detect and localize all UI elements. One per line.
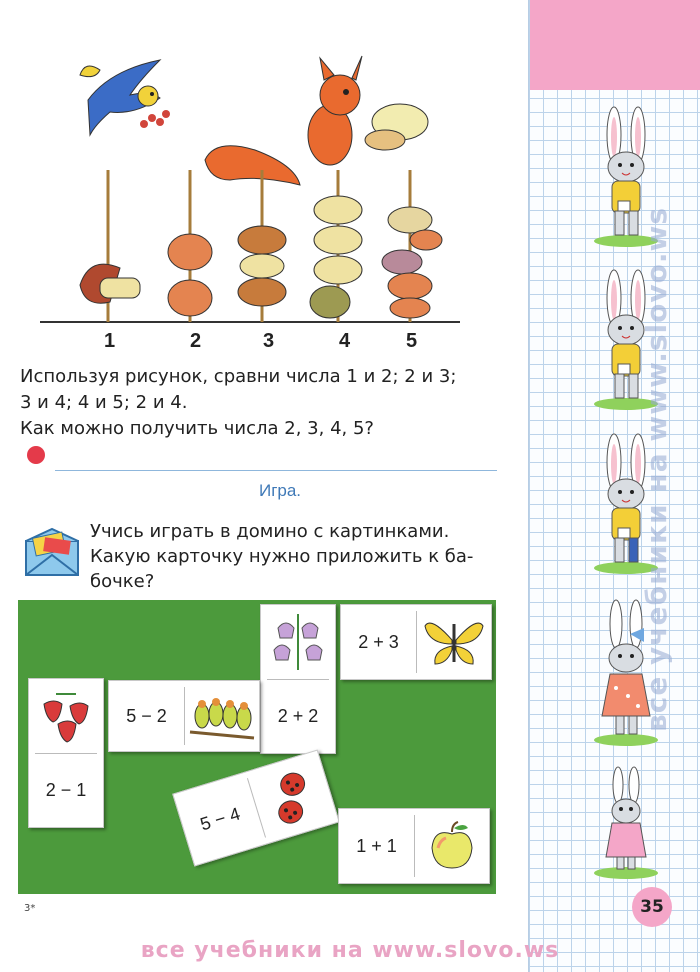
domino-apple[interactable] <box>338 808 490 884</box>
strawberries-icon <box>36 684 96 748</box>
butterfly-icon <box>423 614 485 670</box>
bottom-watermark: все учебники на www.slovo.ws <box>140 938 560 963</box>
domino-half-expression <box>29 753 103 827</box>
domino-strawberry[interactable] <box>28 678 104 828</box>
game-line: Какую карточку нужно приложить к ба- <box>90 546 474 567</box>
skewer-4-mushrooms <box>310 196 362 318</box>
domino-half-expression <box>261 679 335 753</box>
pink-corner-block <box>530 0 700 90</box>
skewer-number: 5 <box>406 330 418 352</box>
apple-icon <box>424 818 480 874</box>
task-line: Как можно получить числа 2, 3, 4, 5? <box>20 418 374 439</box>
task-text <box>20 364 505 442</box>
skewer-number: 3 <box>263 330 275 352</box>
domino-expression: 5 − 2 <box>126 705 167 726</box>
domino-board <box>18 600 496 894</box>
task-line: Используя рисунок, сравни числа 1 и 2; 2 и 3; <box>20 366 457 387</box>
skewer-number: 4 <box>339 330 351 352</box>
skewer-3-mushrooms <box>238 226 286 306</box>
skewer-1-mushrooms <box>80 264 140 303</box>
game-line: Учись играть в домино с картинками. <box>90 521 450 542</box>
skewer-number: 2 <box>190 330 202 352</box>
ladybugs-icon <box>256 760 327 834</box>
domino-expression: 2 + 2 <box>277 705 319 726</box>
domino-half-picture <box>184 681 259 751</box>
skewer-numbers <box>0 330 520 354</box>
domino-half-picture <box>261 605 335 679</box>
section-title: Игра. <box>258 481 302 500</box>
domino-half-picture <box>414 809 489 883</box>
task-line: 3 и 4; 4 и 5; 2 и 4. <box>20 392 188 413</box>
game-instructions <box>90 519 498 594</box>
footnote-mark: 3* <box>24 903 36 914</box>
domino-half-picture <box>29 679 103 753</box>
bells-flower-icon <box>268 610 328 674</box>
domino-butterfly[interactable] <box>340 604 492 680</box>
domino-half-expression <box>109 681 184 751</box>
domino-expression: 2 + 3 <box>358 631 399 652</box>
domino-expression: 2 − 1 <box>45 779 87 800</box>
game-line: бочке? <box>90 571 155 592</box>
skewer-number: 1 <box>104 330 116 352</box>
domino-bells[interactable] <box>260 604 336 754</box>
birds-on-branch-icon <box>188 688 256 744</box>
domino-half-expression <box>341 605 416 679</box>
domino-birds[interactable] <box>108 680 260 752</box>
vertical-watermark: все учебники на www.slovo.ws <box>640 207 673 733</box>
red-dot-marker <box>27 446 45 464</box>
domino-expression: 1 + 1 <box>356 835 397 856</box>
skewer-5-mushrooms <box>382 207 442 318</box>
envelope-icon <box>24 527 84 577</box>
bird-illustration <box>80 60 170 135</box>
mushroom-skewers-illustration <box>40 40 510 340</box>
squirrel-illustration <box>205 56 428 185</box>
domino-half-expression <box>339 809 414 883</box>
section-divider <box>55 470 497 471</box>
domino-half-picture <box>416 605 491 679</box>
domino-expression: 5 − 4 <box>197 802 243 834</box>
page-number: 35 <box>632 887 672 927</box>
domino-ladybugs[interactable] <box>172 749 340 866</box>
